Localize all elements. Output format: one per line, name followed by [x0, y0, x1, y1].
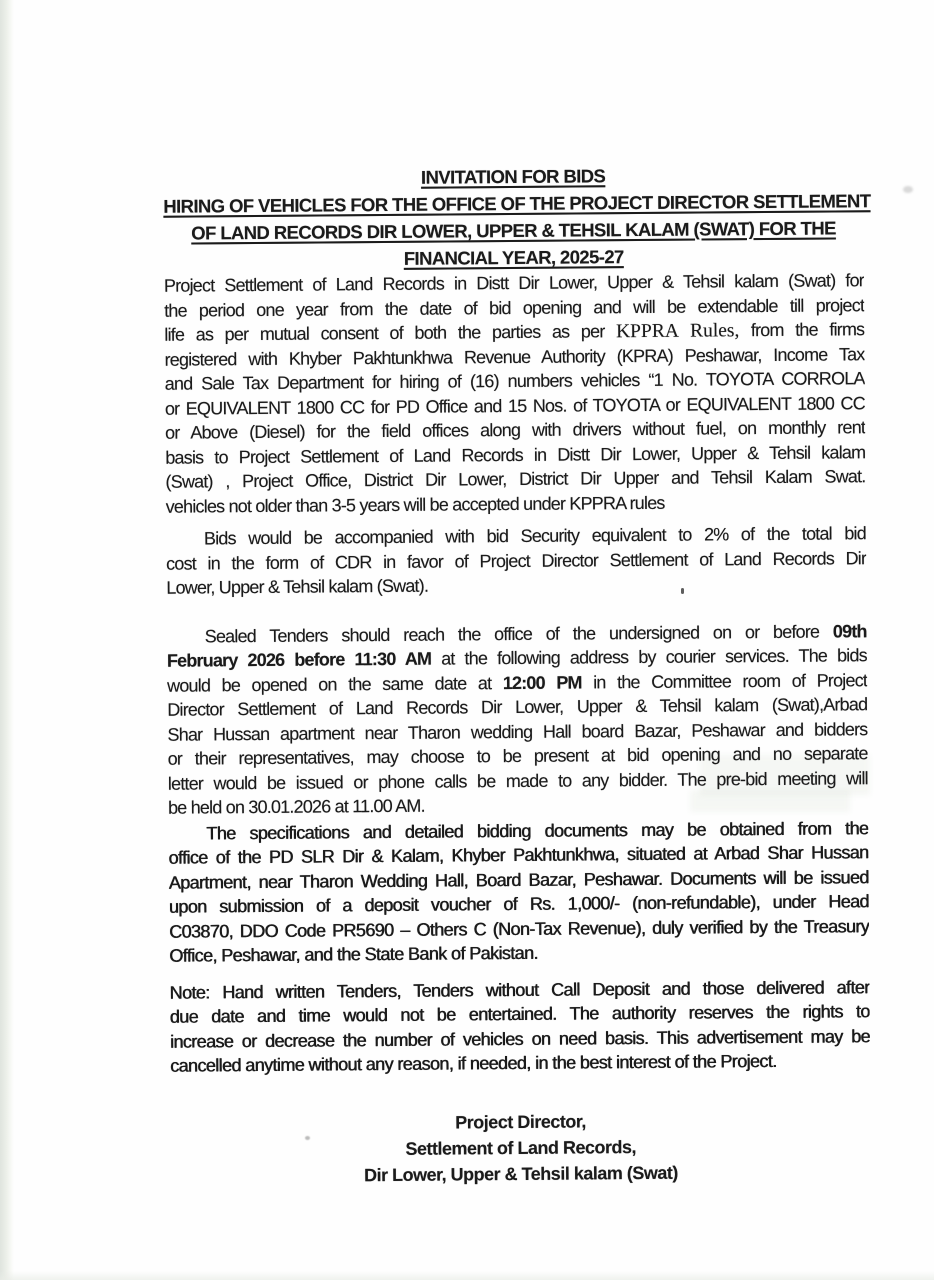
- title-hiring-line: HIRING OF VEHICLES FOR THE OFFICE OF THE PROJECT DIRECTOR SETTLEMENT: [163, 190, 871, 217]
- body-line: vehicles not older than 3-5 years will be accepted under KPPRA rules: [165, 492, 665, 517]
- body-line: C03870, DDO Code PR5690 – Others C (Non-Tax Revenue), duly verified by the Treasury: [168, 915, 870, 942]
- title-land-records-line: OF LAND RECORDS DIR LOWER, UPPER & TEHSIL KALAM (SWAT) FOR THE: [191, 217, 836, 244]
- body-line: basis to Project Settlement of Land Records in Distt Dir Lower, Upper & Tehsil kalam: [165, 441, 866, 468]
- signature-organization: Settlement of Land Records,: [405, 1136, 637, 1159]
- signature-block: [170, 1106, 871, 1189]
- body-line: (Swat) , Project Office, District Dir Lower, District Dir Upper and Tehsil Kalam Swat.: [165, 466, 866, 492]
- body-line: due date and time would not be entertained. The authority reserves the rights to: [169, 1001, 870, 1027]
- paragraph-bidding-documents: [168, 816, 869, 968]
- body-line: Sealed Tenders should reach the office of the undersigned on or before 09th: [204, 620, 867, 646]
- signature-title: Project Director,: [455, 1110, 586, 1132]
- body-line: Note: Hand written Tenders, Tenders without Call Deposit and those delivered after: [169, 976, 870, 1003]
- body-line: letter would be issued or phone calls be made to any bidder. The pre-bid meeting will: [167, 767, 868, 794]
- body-line: or their representatives, may choose to be present at bid opening and no separate: [167, 743, 868, 769]
- title-invitation-for-bids: INVITATION FOR BIDS: [420, 165, 606, 188]
- body-line: registered with Khyber Pakhtunkhwa Revenue Authority (KPRA) Peshawar, Income Tax: [164, 343, 865, 370]
- scan-bottom-edge-shadow: [0, 1271, 934, 1280]
- body-line: or EQUIVALENT 1800 CC for PD Office and 15 Nos. of TOYOTA or EQUIVALENT 1800 CC: [164, 392, 865, 419]
- opening-time-bold: 12:00 PM: [502, 671, 582, 693]
- body-line: cost in the form of CDR in favor of Project Director Settlement of Land Records Dir: [166, 547, 867, 574]
- body-line: life as per mutual consent of both the parties as per KPPRA Rules, from the firms: [164, 319, 865, 345]
- body-line: Bids would be accompanied with bid Security equivalent to 2% of the total bid: [203, 523, 866, 549]
- body-line: February 2026 before 11:30 AM at the following address by courier services. The bids: [166, 645, 867, 671]
- body-line: Project Settlement of Land Records in Distt Dir Lower, Upper & Tehsil kalam (Swat) for: [163, 270, 865, 296]
- deadline-date-bold: 09th: [832, 620, 867, 642]
- kppra-rules-serif-text: KPPRA Rules,: [615, 320, 740, 343]
- signature-region: Dir Lower, Upper & Tehsil kalam (Swat): [363, 1162, 678, 1185]
- body-line: the period one year from the date of bid opening and will be extendable till project: [164, 294, 865, 321]
- body-line: or Above (Diesel) for the field offices along with drivers without fuel, on monthly rent: [165, 417, 866, 443]
- body-line: Apartment, near Tharon Wedding Hall, Board Bazar, Peshawar. Documents will be issued: [168, 866, 869, 893]
- body-line: be held on 30.01.2026 at 11.00 AM.: [167, 795, 425, 818]
- scan-speck: [903, 186, 913, 193]
- body-line: Shar Hussan apartment near Tharon wedding Hall board Bazar, Peshawar and bidders: [167, 718, 868, 745]
- body-line: upon submission of a deposit voucher of Rs. 1,000/- (non-refundable), under Head: [168, 891, 869, 917]
- paragraph-note: [169, 975, 870, 1078]
- body-line: Office, Peshawar, and the State Bank of Pakistan.: [169, 942, 538, 966]
- body-line: increase or decrease the number of vehicles on need basis. This advertisement may be: [169, 1025, 870, 1052]
- document-content: [163, 160, 871, 1189]
- paragraph-bid-security: [166, 521, 867, 600]
- paragraph-tender-submission: [167, 619, 869, 820]
- body-line: Lower, Upper & Tehsil kalam (Swat).: [166, 575, 429, 598]
- title-financial-year-line: FINANCIAL YEAR, 2025-27: [403, 246, 624, 269]
- deadline-date-bold: February 2026 before 11:30 AM: [166, 648, 432, 671]
- body-line: would be opened on the same date at 12:00 PM in the Committee room of Project: [167, 669, 868, 696]
- body-line: Director Settlement of Land Records Dir Lower, Upper & Tehsil kalam (Swat),Arbad: [167, 694, 868, 720]
- paragraph-project-scope: [164, 268, 866, 518]
- body-line: cancelled anytime without any reason, if needed, in the best interest of the Project.: [170, 1050, 777, 1076]
- body-line: and Sale Tax Department for hiring of (16) numbers vehicles “1 No. TOYOTA CORROLA: [164, 368, 865, 394]
- scan-left-edge-shadow: [0, 0, 14, 1280]
- body-line: office of the PD SLR Dir & Kalam, Khyber Pakhtunkhwa, situated at Arbad Shar Hussan: [168, 842, 869, 868]
- document-title-block: [163, 160, 871, 273]
- body-line: The specifications and detailed bidding documents may be obtained from the: [206, 817, 869, 843]
